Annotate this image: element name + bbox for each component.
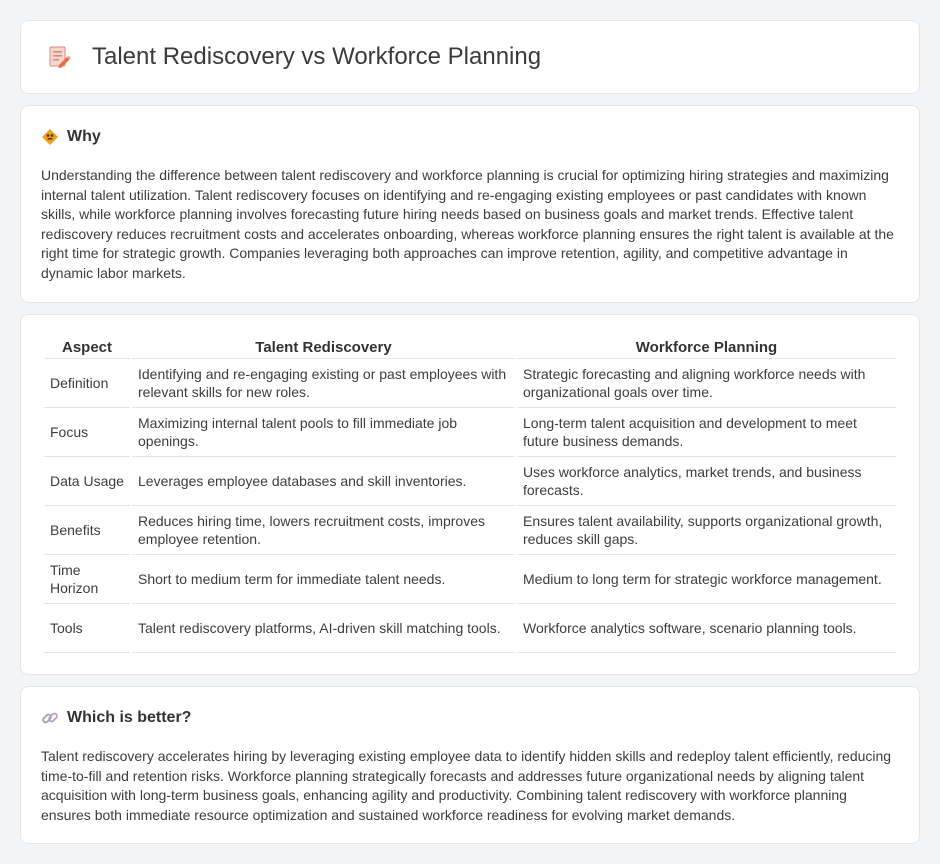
better-heading bbox=[41, 709, 899, 727]
column-header-talent-rediscovery: Talent Rediscovery bbox=[132, 333, 515, 359]
better-paragraph: Talent rediscovery accelerates hiring by leveraging existing employee data to identify hidden skills and redeploy talent efficiently, reducing time-to-fill and retention risks. Workforce planning strategically forecasts and addresses future organizational needs by aligning talent acquisition with long-term business goals, enhancing agility and productivity. Combining talent rediscovery with workforce planning ensures both immediate resource optimization and sustained workforce readiness for evolving market demands. bbox=[41, 748, 892, 823]
which-is-better-section bbox=[20, 686, 920, 844]
table-cell-workforce-planning: Medium to long term for strategic workforce management. bbox=[517, 555, 896, 604]
table-cell-talent-rediscovery: Reduces hiring time, lowers recruitment costs, improves employee retention. bbox=[132, 506, 515, 555]
bulb-icon bbox=[41, 128, 59, 146]
comparison-table bbox=[42, 333, 898, 653]
table-cell-workforce-planning: Strategic forecasting and aligning workforce needs with organizational goals over time. bbox=[517, 359, 896, 408]
table-cell-workforce-planning: Uses workforce analytics, market trends, and business forecasts. bbox=[517, 457, 896, 506]
table-cell-workforce-planning: Long-term talent acquisition and development to meet future business demands. bbox=[517, 408, 896, 457]
document-pencil-icon bbox=[46, 44, 72, 70]
table-cell-aspect: Definition bbox=[44, 359, 130, 408]
table-cell-talent-rediscovery: Talent rediscovery platforms, AI-driven skill matching tools. bbox=[132, 604, 515, 653]
table-row bbox=[44, 408, 896, 457]
why-heading-label: Why bbox=[67, 128, 101, 145]
header-card bbox=[20, 20, 920, 94]
column-header-workforce-planning: Workforce Planning bbox=[517, 333, 896, 359]
table-row bbox=[44, 457, 896, 506]
table-cell-workforce-planning: Workforce analytics software, scenario planning tools. bbox=[517, 604, 896, 653]
table-cell-aspect: Tools bbox=[44, 604, 130, 653]
table-cell-aspect: Data Usage bbox=[44, 457, 130, 506]
link-icon bbox=[41, 709, 59, 727]
table-row bbox=[44, 506, 896, 555]
why-heading bbox=[41, 128, 899, 146]
column-header-aspect: Aspect bbox=[44, 333, 130, 359]
table-cell-talent-rediscovery: Leverages employee databases and skill inventories. bbox=[132, 457, 515, 506]
page-title: Talent Rediscovery vs Workforce Planning bbox=[92, 43, 542, 70]
table-cell-talent-rediscovery: Short to medium term for immediate talent needs. bbox=[132, 555, 515, 604]
table-row bbox=[44, 604, 896, 653]
why-paragraph: Understanding the difference between talent rediscovery and workforce planning is crucial for optimizing hiring strategies and maximizing internal talent utilization. Talent rediscovery focuses on identifying and re-engaging existing employees or past candidates with known skills, while workforce planning involves forecasting future hiring needs based on business goals and market trends. Effective talent rediscovery reduces recruitment costs and accelerates onboarding, whereas workforce planning ensures the right talent is available at the right time for strategic growth. Companies leveraging both approaches can improve retention, agility, and competitive advantage in dynamic labor markets. bbox=[41, 167, 894, 281]
better-heading-label: Which is better? bbox=[67, 709, 192, 726]
table-cell-aspect: Focus bbox=[44, 408, 130, 457]
table-row bbox=[44, 359, 896, 408]
why-section bbox=[20, 105, 920, 303]
table-cell-talent-rediscovery: Maximizing internal talent pools to fill immediate job openings. bbox=[132, 408, 515, 457]
table-cell-aspect: Benefits bbox=[44, 506, 130, 555]
comparison-section bbox=[20, 314, 920, 675]
table-cell-talent-rediscovery: Identifying and re-engaging existing or past employees with relevant skills for new roles. bbox=[132, 359, 515, 408]
table-cell-aspect: Time Horizon bbox=[44, 555, 130, 604]
table-cell-workforce-planning: Ensures talent availability, supports organizational growth, reduces skill gaps. bbox=[517, 506, 896, 555]
table-header-row bbox=[44, 333, 896, 359]
table-row bbox=[44, 555, 896, 604]
